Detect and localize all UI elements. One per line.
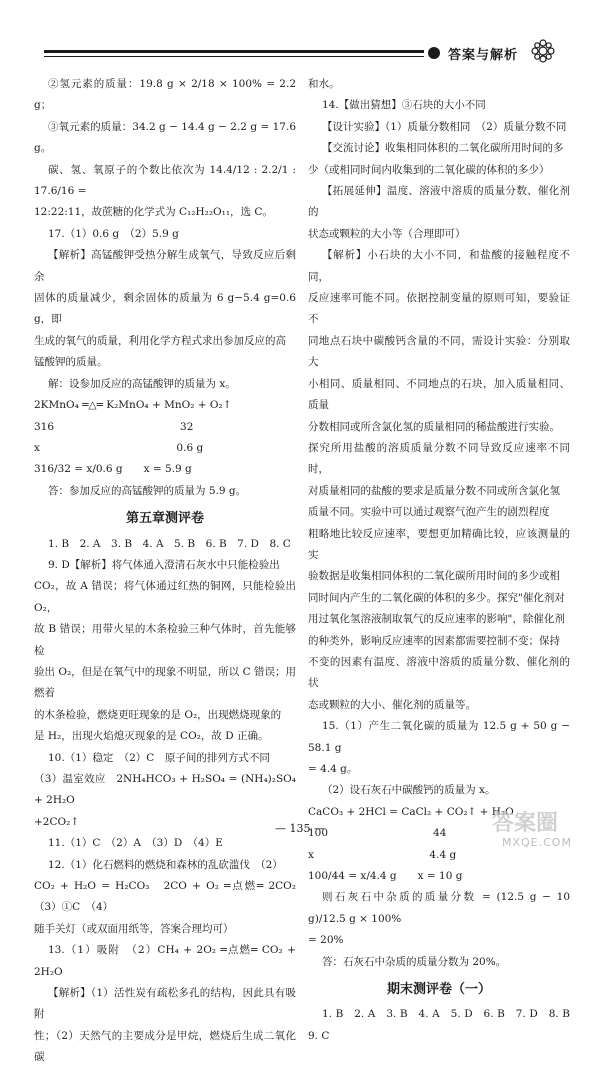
line: 10.（1）稳定 （2）C 原子间的排列方式不同 [48,751,270,764]
header-ornament-icon [530,38,556,64]
line: 是 H₂，出现火焰熄灭现象的是 CO₂，故 D 正确。 [34,730,269,743]
header-title: 答案与解析 [448,48,519,63]
line: 9. D【解析】将气体通入澄清石灰水中只能检验出 [48,558,280,571]
line: 15.（1）产生二氧化碳的质量为 12.5 g + 50 g − 58.1 g [308,720,570,754]
watermark-logo: 答案圈 [492,811,559,836]
line: 17.（1）0.6 g （2）5.9 g [48,227,179,240]
header-bullet-icon [428,47,440,59]
line: 反应速率可能不同。依据控制变量的原则可知，要验证不 [308,292,570,326]
right-column [308,74,581,1047]
equation: 2KMnO₄ ═△═ K₂MnO₄ + MnO₂ + O₂↑ [34,399,232,412]
line: 答：石灰石中杂质的质量分数为 20%。 [322,955,507,968]
line: = 4.4 g。 [308,763,358,775]
line: 【解析】（1）活性炭有疏松多孔的结构，因此具有吸附 [34,987,296,1021]
line: 的木条检验，燃烧更旺现象的是 O₂，出现燃烧现象的 [34,708,282,721]
line: 碳、氢、氧原子的个数比依次为 14.4/12 : 2.2/1 : 17.6/16 = [34,163,296,198]
line: 1. B 2. A 3. B 4. A 5. D 6. B 7. D 8. B 9. C [308,1008,581,1042]
line: 14.【做出猜想】③石块的大小不同 [322,99,486,112]
equation: 316/32 = x/0.6 g x = 5.9 g [34,463,192,476]
line: 的种类外，影响反应速率的因素都需要控制不变；保持 [308,634,560,647]
line: CO₂ + H₂O = H₂CO₃ 2CO + O₂ ═点燃═ 2CO₂ （3）①C （4） [34,880,307,914]
line: 【交流讨论】收集相同体积的二氧化碳所用时间的多 [322,142,564,155]
line: 状态或颗粒的大小等（合理即可） [308,227,466,240]
equation: 100/44 = x/4.4 g x = 10 g [308,870,463,883]
watermark-url: MXQE.COM [502,836,572,849]
line: 【解析】高锰酸钾受热分解生成氧气，导致反应后剩余 [34,249,296,283]
line: 粗略地比较反应速率，要想更加精确比较，应该测量的实 [308,527,570,561]
line: 性；（2）天然气的主要成分是甲烷，燃烧后生成二氧化碳 [34,1029,296,1064]
line: 生成的氧气的质量，利用化学方程式求出参加反应的高 [34,334,286,347]
line: 验数据是收集相同体积的二氧化碳所用时间的多少或相 [308,570,560,583]
line: （2）设石灰石中碳酸钙的质量为 x。 [322,784,496,797]
line: 同时间内产生的二氧化碳的体积的多少。探究"催化剂对 [308,591,565,604]
header-rule-thin [44,56,424,57]
line: 分数相同或所含氯化氢的质量相同的稀盐酸进行实验。 [308,420,560,433]
line: 11.（1）C （2）A （3）D （4）E [48,837,223,850]
equation: x 4.4 g [308,848,457,861]
line: 同地点石块中碳酸钙含量的不同，需设计实验：分别取大 [308,334,570,369]
line: 锰酸钾的质量。 [34,356,108,369]
line: 12.（1）化石燃料的燃烧和森林的乱砍滥伐 （2） [48,858,283,871]
line: 和水。 [308,78,340,90]
line: 探究所用盐酸的溶质质量分数不同导致反应速率不同时， [308,441,570,476]
line: 故 B 错误；用带火星的木条检验三种气体时，首先能够检 [34,623,296,657]
line: （3）温室效应 2NH₄HCO₃ + H₂SO₄ = (NH₄)₂SO₄ + 2H₂O [34,773,296,807]
line: 13.（1）吸附 （2）CH₄ + 2O₂ ═点燃═ CO₂ + 2H₂O [34,944,296,978]
section-title: 期末测评卷（一） [386,982,491,998]
line: 少（或相同时间内收集到的二氧化碳的体积的多少） [308,163,550,176]
line: 则石灰石中杂质的质量分数 = (12.5 g − 10 g)/12.5 g × 100% [308,891,570,925]
line: ③氧元素的质量：34.2 g − 14.4 g − 2.2 g = 17.6 g。 [34,120,296,155]
line: 小相同、质量相同、不同地点的石块，加入质量相同、质量 [308,377,570,412]
line: 1. B 2. A 3. B 4. A 5. B 6. B 7. D 8. C [48,537,291,550]
line: 【拓展延伸】温度、溶液中溶质的质量分数、催化剂的 [308,185,570,219]
line: +2CO₂↑ [34,815,80,828]
line: = 20% [308,934,344,947]
line: 12:22:11，故蔗糖的化学式为 C₁₂H₂₂O₁₁，选 C。 [34,206,273,219]
equation: 316 32 [34,420,194,433]
line: 随手关灯（或双面用纸等，答案合理均可） [34,922,234,935]
line: 质量不同。实验中可以通过观察气泡产生的剧烈程度 [308,506,550,519]
section-title: 第五章测评卷 [125,511,204,527]
line: CO₂，故 A 错误；将气体通过红热的铜网，只能检验出 O₂， [34,580,296,614]
line: 解：设参加反应的高锰酸钾的质量为 x。 [48,377,236,390]
equation: 100 44 [308,827,447,840]
line: 态或颗粒的大小、催化剂的质量等。 [308,698,476,711]
line: ②氢元素的质量：19.8 g × 2/18 × 100% = 2.2 g； [34,78,296,112]
line: 对质量相同的盐酸的要求是质量分数不同或所含氯化氢 [308,484,560,497]
line: 【解析】小石块的大小不同，和盐酸的接触程度不同， [308,249,570,283]
equation: CaCO₃ + 2HCl = CaCl₂ + CO₂↑ + H₂O [308,805,514,818]
line: 答：参加反应的高锰酸钾的质量为 5.9 g。 [48,484,247,497]
line: 不变的因素有温度、溶液中溶质的质量分数、催化剂的状 [308,655,570,690]
line: 固体的质量减少，剩余固体的质量为 6 g−5.4 g=0.6 g，即 [34,292,296,326]
header-rule-thick [44,50,424,53]
line: 用过氧化氢溶液制取氧气的反应速率的影响"，除催化剂 [308,613,565,626]
line: 验出 O₂，但是在氧气中的现象不明显，所以 C 错误；用燃着 [34,665,296,700]
page-number: — 135 — [275,822,325,835]
line: 【设计实验】（1）质量分数相同 （2）质量分数不同 [322,120,567,133]
equation: x 0.6 g [34,441,204,454]
